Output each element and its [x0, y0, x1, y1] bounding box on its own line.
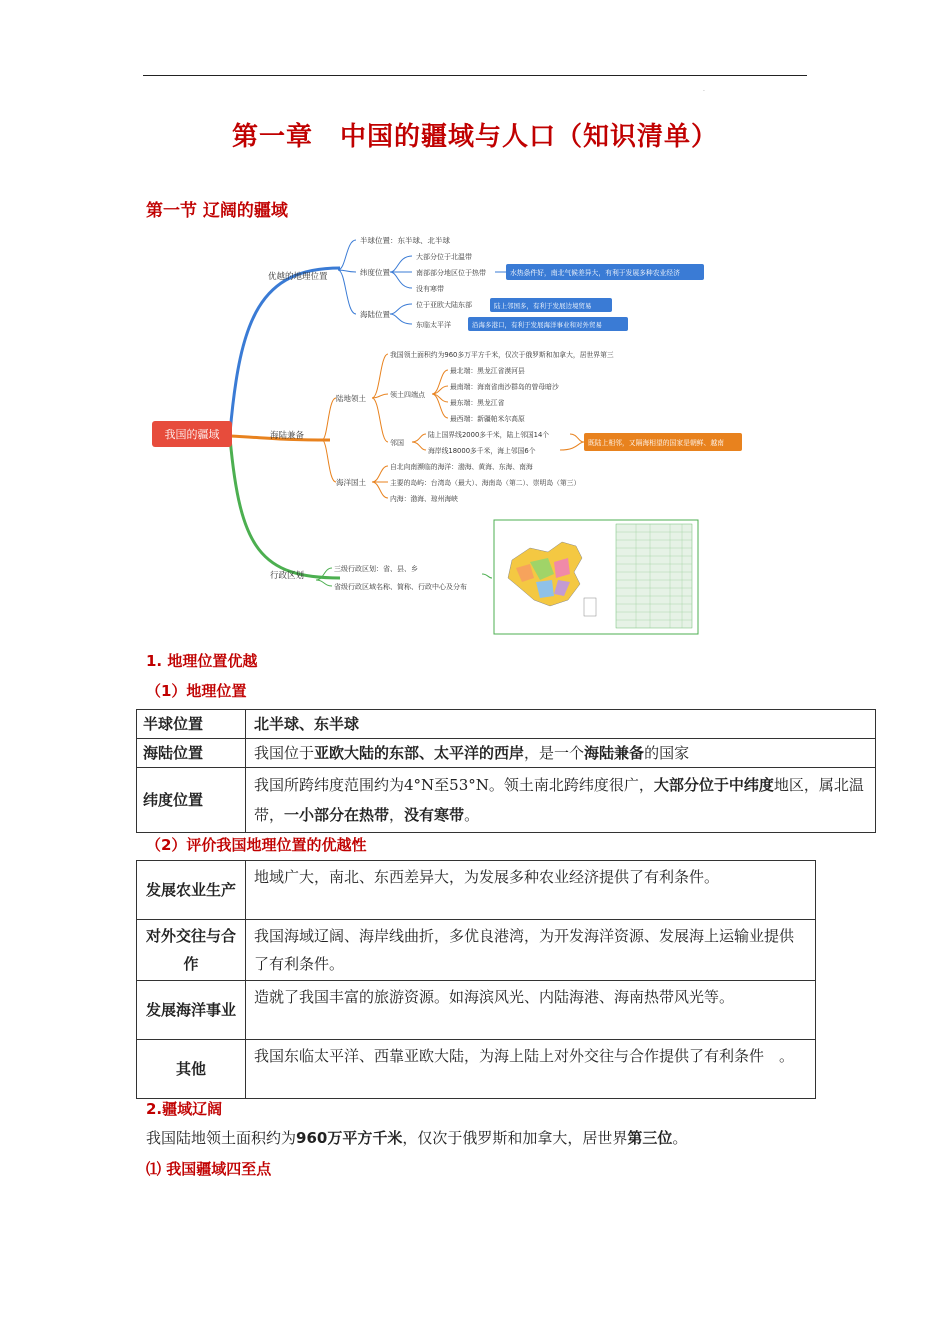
b1-lat: 纬度位置	[360, 268, 390, 277]
b1-sea-2: 东临太平洋	[416, 321, 451, 329]
header-mark: .	[703, 86, 705, 93]
advantage-table	[136, 860, 816, 1099]
b2-land-area: 我国领土面积约为960多万平方千米，仅次于俄罗斯和加拿大，居世界第三	[390, 351, 614, 359]
latitude-value: 我国所跨纬度范围约为4°N至53°N。领土南北跨纬度很广，大部分位于中纬度地区，属北温带，一小部分在热带，没有寒带。	[246, 768, 876, 833]
b1-label: 优越的地理位置	[268, 272, 328, 282]
sea-land-key: 海陆位置	[137, 739, 246, 768]
sec2-sub: ⑴ 我国疆域四至点	[146, 1160, 272, 1178]
table-row	[137, 981, 816, 1040]
b2-sea: 海洋国土	[336, 478, 366, 487]
b1-lat-3: 没有寒带	[416, 285, 444, 293]
b2-pt-s: 最南端：海南省南沙群岛的曾母暗沙	[450, 383, 559, 391]
geo-position-table	[136, 709, 876, 833]
mind-map	[150, 228, 750, 638]
sec1-sub1: （1）地理位置	[146, 682, 247, 700]
b2-sea-1: 自北向南濒临的海洋：渤海、黄海、东海、南海	[390, 463, 533, 471]
section-title: 第一节 辽阔的疆域	[146, 201, 288, 221]
root-label: 我国的疆域	[164, 428, 220, 441]
table-row	[137, 768, 876, 833]
table-row	[137, 861, 816, 920]
b1-lat-2: 南部部分地区位于热带	[416, 269, 486, 277]
adv-value: 地域广大，南北、东西差异大，为发展多种农业经济提供了有利条件。	[246, 861, 816, 920]
b2-pt-n: 最北端：黑龙江省漠河县	[450, 367, 525, 375]
hemisphere-key: 半球位置	[137, 710, 246, 739]
b2-pts: 领土四端点	[390, 391, 425, 399]
b2-sea-2: 主要的岛屿：台湾岛（最大）、海南岛（第二）、崇明岛（第三）	[390, 479, 581, 487]
b2-pt-w: 最西端：新疆帕米尔高原	[450, 415, 525, 423]
adv-key: 发展农业生产	[137, 861, 246, 920]
page-title: 第一章 中国的疆域与人口（知识清单）	[231, 122, 718, 152]
b1-sea-1-note: 陆上邻国多，有利于发展边境贸易	[494, 302, 592, 310]
hemisphere-value: 北半球、东半球	[246, 710, 876, 739]
latitude-key: 纬度位置	[137, 768, 246, 833]
sec1-sub2: （2）评价我国地理位置的优越性	[146, 836, 367, 854]
table-row	[137, 920, 816, 981]
adv-key: 发展海洋事业	[137, 981, 246, 1040]
sea-land-value: 我国位于亚欧大陆的东部、太平洋的西岸，是一个海陆兼备的国家	[246, 739, 876, 768]
b3-label: 行政区划	[270, 571, 305, 581]
table-row	[137, 739, 876, 768]
b2-label: 海陆兼备	[270, 431, 305, 441]
b2-nb-1: 陆上国界线2000多千米，陆上邻国14个	[428, 431, 550, 439]
sec2-heading: 2.疆域辽阔	[146, 1100, 223, 1118]
sec2-paragraph: 我国陆地领土面积约为960万平方千米，仅次于俄罗斯和加拿大，居世界第三位。	[146, 1129, 688, 1147]
b1-lat-1: 大部分位于北温带	[416, 253, 472, 261]
sec1-heading: 1. 地理位置优越	[146, 652, 258, 670]
adv-value: 造就了我国丰富的旅游资源。如海滨风光、内陆海港、海南热带风光等。	[246, 981, 816, 1040]
b2-nb: 邻国	[390, 439, 404, 447]
china-map-thumbnail	[494, 520, 698, 634]
adv-value: 我国海域辽阔、海岸线曲折，多优良港湾，为开发海洋资源、发展海上运输业提供了有利条件。	[246, 920, 816, 981]
b2-nb-2: 海岸线18000多千米，海上邻国6个	[428, 447, 536, 455]
header-rule	[143, 75, 807, 76]
b1-sea-1: 位于亚欧大陆东部	[416, 301, 472, 309]
b3-2: 省级行政区域名称、简称、行政中心及分布	[334, 583, 467, 591]
table-row	[137, 1040, 816, 1099]
b1-sea: 海陆位置	[360, 310, 390, 319]
b3-1: 三级行政区划：省、县、乡	[334, 565, 418, 573]
b2-nb-note: 既陆上相邻，又隔海相望的国家是朝鲜、越南	[588, 439, 724, 447]
b2-land: 陆地领土	[336, 394, 366, 403]
b1-lat-note: 水热条件好，南北气候差异大，有利于发展多种农业经济	[510, 269, 680, 277]
table-row	[137, 710, 876, 739]
adv-value: 我国东临太平洋、西靠亚欧大陆，为海上陆上对外交往与合作提供了有利条件 。	[246, 1040, 816, 1099]
adv-key: 其他	[137, 1040, 246, 1099]
b2-sea-3: 内海：渤海、琼州海峡	[390, 495, 458, 503]
adv-key: 对外交往与合作	[137, 920, 246, 981]
b2-pt-e: 最东端：黑龙江省	[450, 399, 505, 407]
b1-sea-2-note: 沿海多港口，有利于发展海洋事业和对外贸易	[472, 321, 602, 329]
b1-hemi: 半球位置：东半球、北半球	[360, 236, 450, 245]
